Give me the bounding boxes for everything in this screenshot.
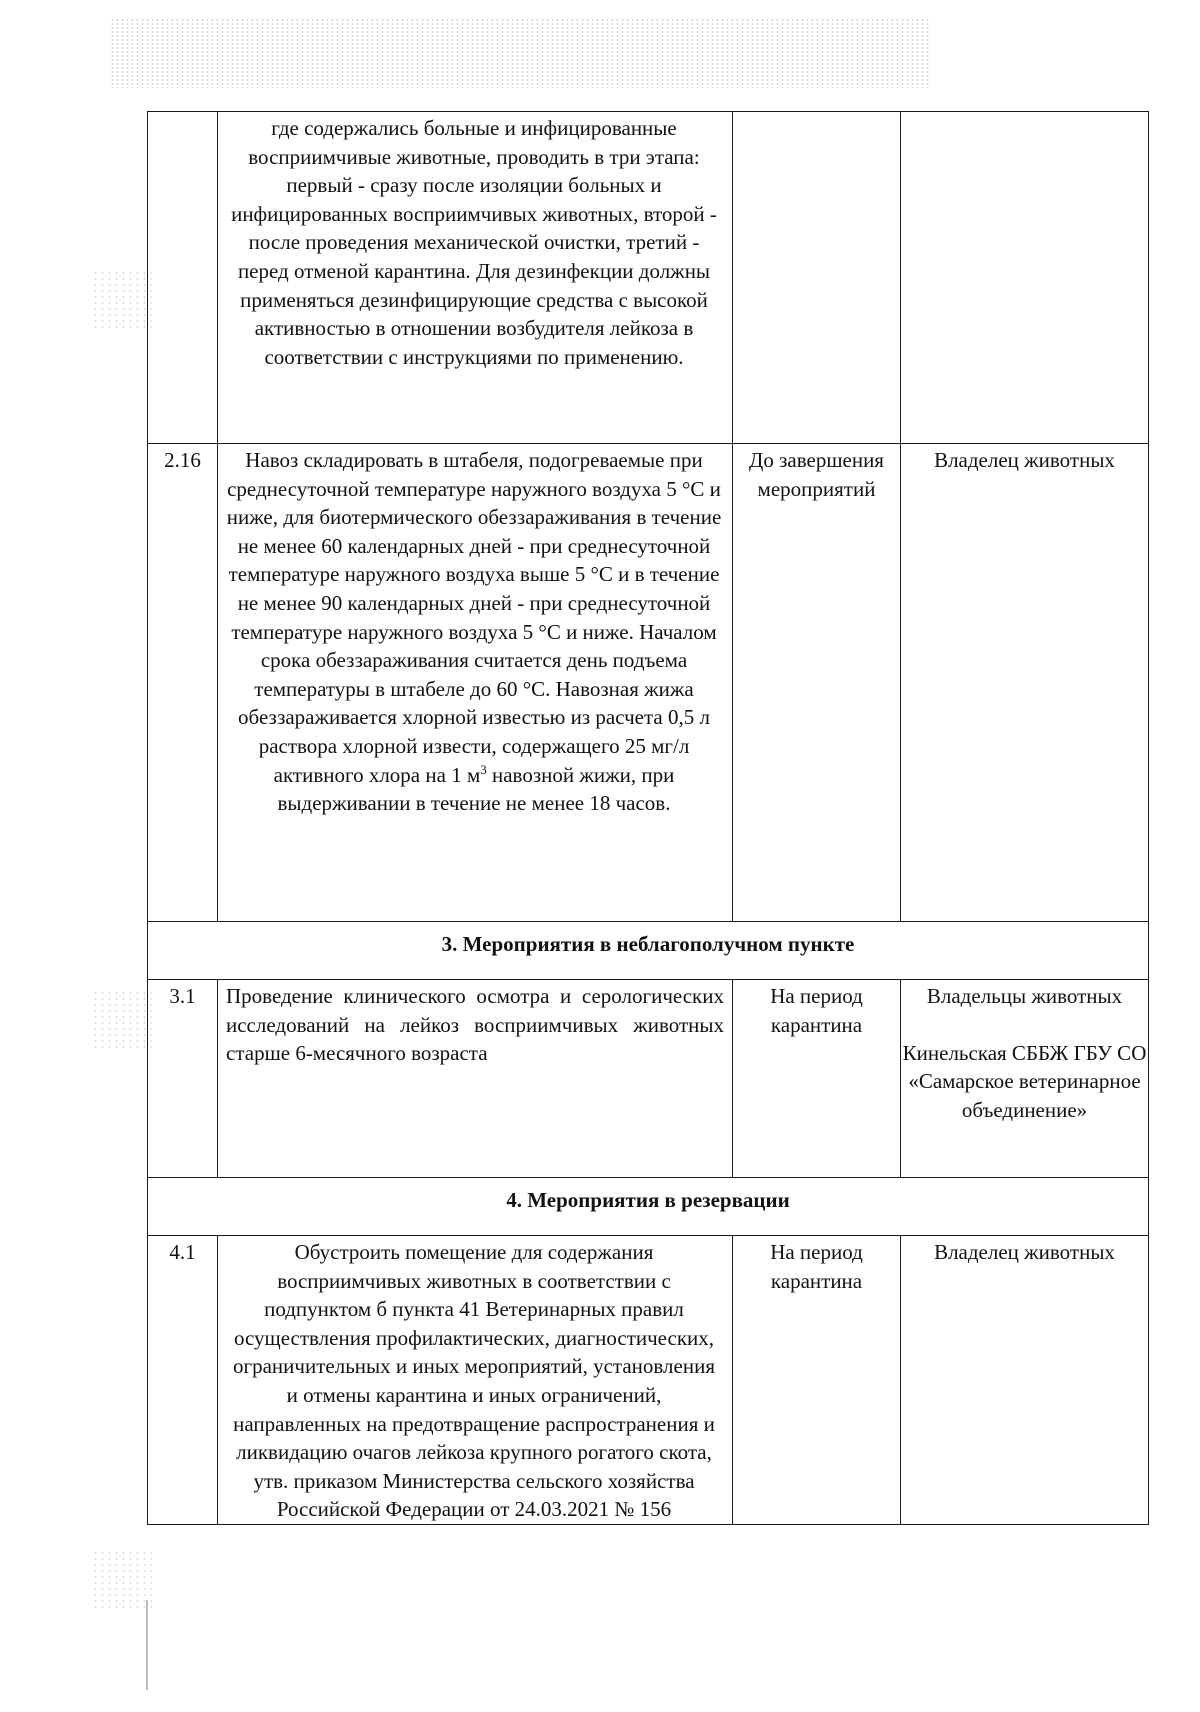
superscript-3: 3 bbox=[480, 761, 487, 777]
scan-margin-line bbox=[146, 1600, 148, 1690]
table-row bbox=[148, 112, 1149, 444]
scan-noise-left-margin bbox=[92, 990, 152, 1050]
measure-text: Проведение клинического осмотра и серологических исследований на лейкоз восприимчивых животных старше 6-месячного возраста bbox=[218, 980, 733, 1178]
section-header-row bbox=[148, 1178, 1149, 1236]
responsible-owners: Владельцы животных bbox=[926, 984, 1123, 1008]
term-cell: На период карантина bbox=[733, 1236, 901, 1525]
responsible-cell: Владелец животных bbox=[901, 444, 1149, 922]
section-title: 4. Мероприятия в резервации bbox=[148, 1178, 1149, 1236]
measure-text-content-tail: навозной жижи, при выдерживании в течение не менее 18 часов. bbox=[277, 762, 675, 816]
measure-text bbox=[218, 444, 733, 922]
term-cell: До завершения мероприятий bbox=[733, 444, 901, 922]
row-number bbox=[148, 112, 218, 444]
measures-table bbox=[147, 111, 1149, 1525]
table-row bbox=[148, 444, 1149, 922]
term-cell: На период карантина bbox=[733, 980, 901, 1178]
row-number: 4.1 bbox=[148, 1236, 218, 1525]
responsible-vet-station: Кинельская СББЖ ГБУ СО «Самарское ветеринарное объединение» bbox=[902, 1040, 1147, 1122]
table-row bbox=[148, 1236, 1149, 1525]
measure-text bbox=[218, 112, 733, 444]
section-header-row bbox=[148, 922, 1149, 980]
section-title: 3. Мероприятия в неблагополучном пункте bbox=[148, 922, 1149, 980]
scan-noise-top bbox=[110, 18, 930, 88]
row-number: 3.1 bbox=[148, 980, 218, 1178]
measure-text: Обустроить помещение для содержания восприимчивых животных в соответствии с подпунктом б пункта 41 Ветеринарных правил осуществления профилактических, диагностических, ограничительных и иных мероприятий, установления и отмены карантина и иных ограничений, направленных на предотвращение распространения и ликвидацию очагов лейкоза крупного рогатого скота, утв. приказом Министерства сельского хозяйства Российской Федерации от 24.03.2021 № 156 bbox=[218, 1236, 733, 1525]
row-number: 2.16 bbox=[148, 444, 218, 922]
measure-text-content: Навоз складировать в штабеля, подогреваемые при среднесуточной температуре наружного воздуха 5 °С и ниже, для биотермического обеззараживания в течение не менее 60 календарных дней - при среднесуточной температуре наружного воздуха выше 5 °С и в течение не менее 90 календарных дней - при среднесуточной температуре наружного воздуха 5 °С и ниже. Началом срока обеззараживания считается день подъема температуры в штабеле до 60 °С. Навозная жижа обеззараживается хлорной известью из расчета 0,5 л раствора хлорной извести, содержащего 25 мг/л активного хлора на 1 м bbox=[226, 448, 722, 787]
responsible-cell: Владелец животных bbox=[901, 1236, 1149, 1525]
measure-text-content: где содержались больные и инфицированные восприимчивые животные, проводить в три этапа: первый - сразу после изоляции больных и инфицированных восприимчивых животных, второй - после проведения механической очистки, третий - перед отменой карантина. Для дезинфекции должны применяться дезинфицирующие средства с высокой активностью в отношении возбудителя лейкоза в соответствии с инструкциями по применению. bbox=[231, 116, 717, 369]
scan-noise-left-margin bbox=[92, 270, 152, 330]
scan-noise-left-margin bbox=[92, 1550, 152, 1610]
table-row bbox=[148, 980, 1149, 1178]
term-cell bbox=[733, 112, 901, 444]
responsible-cell bbox=[901, 980, 1149, 1178]
responsible-cell bbox=[901, 112, 1149, 444]
